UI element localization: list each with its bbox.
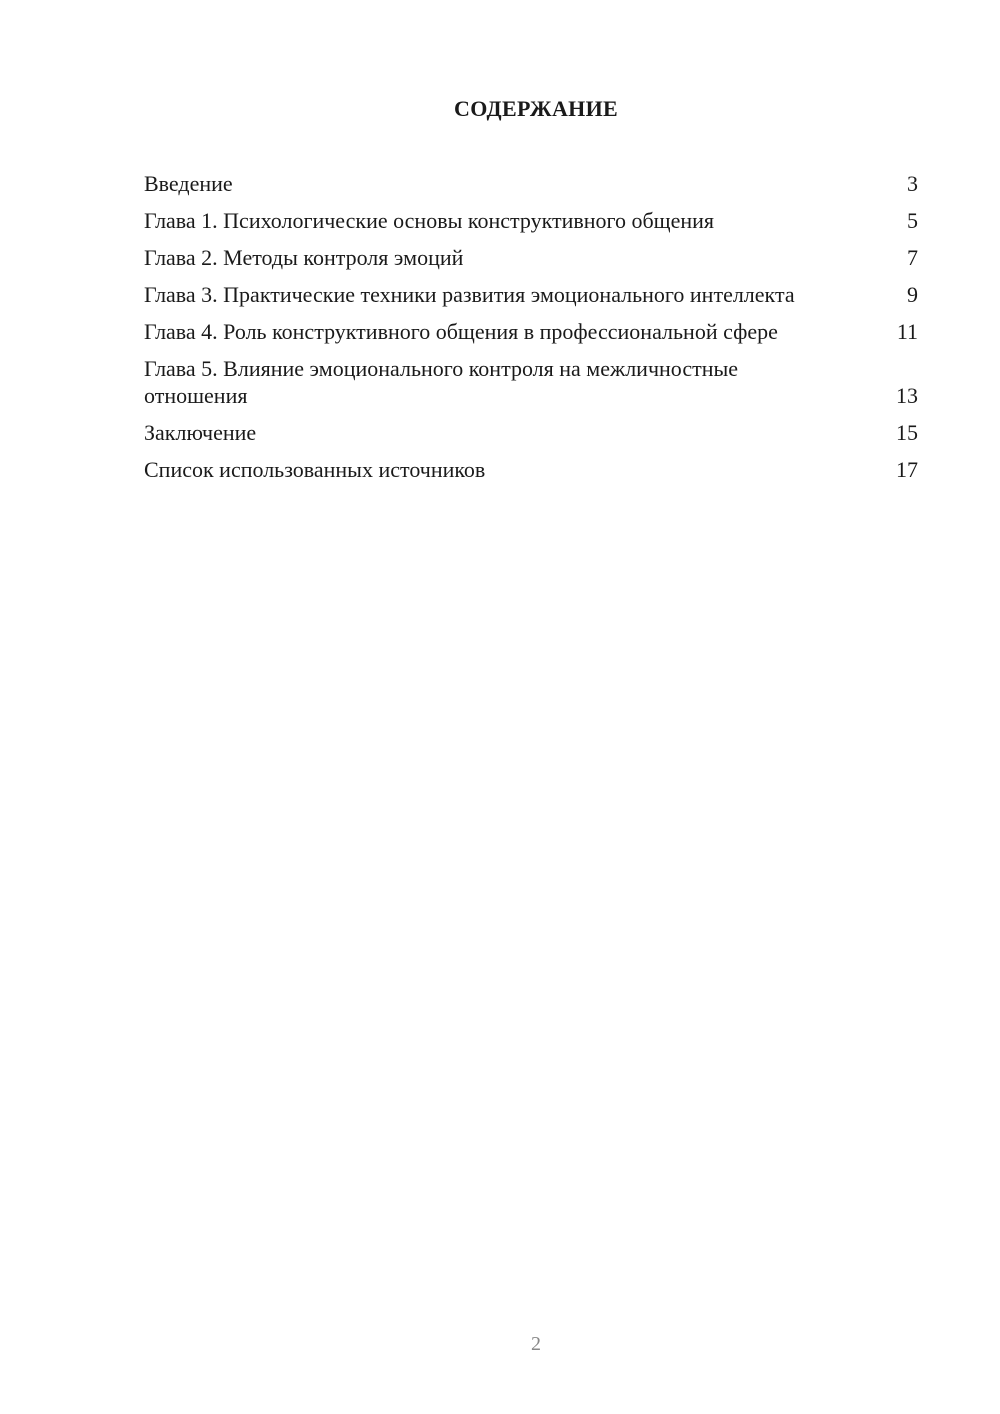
toc-entry-page: 15 (896, 420, 918, 445)
toc-entry-conclusion (144, 419, 918, 446)
toc-entry-page: 7 (907, 245, 918, 270)
toc-entry-text: Глава 1. Психологические основы конструктивного общения (144, 208, 715, 233)
page-title: СОДЕРЖАНИЕ (454, 96, 618, 121)
toc-entry-page: 5 (907, 208, 918, 233)
toc-entry-text: Список использованных источников (144, 457, 486, 482)
toc-entry-page: 9 (907, 282, 918, 307)
toc-entry-page: 17 (896, 457, 918, 482)
toc-entry-text: Введение (144, 171, 233, 196)
table-of-contents (144, 170, 918, 493)
toc-entry-introduction (144, 170, 918, 197)
toc-entry-references (144, 456, 918, 483)
toc-entry-chapter-2 (144, 244, 918, 271)
toc-entry-text: Глава 2. Методы контроля эмоций (144, 245, 464, 270)
toc-entry-page: 11 (896, 319, 918, 344)
page-number: 2 (531, 1333, 541, 1355)
toc-entry-chapter-3 (144, 281, 918, 308)
toc-entry-page: 13 (896, 383, 918, 408)
toc-entry-text: Глава 4. Роль конструктивного общения в профессиональной сфере (144, 319, 778, 344)
toc-entry-text: Заключение (144, 420, 257, 445)
toc-entry-chapter-1 (144, 207, 918, 234)
toc-entry-text: Глава 5. Влияние эмоционального контроля на межличностные отношения (144, 356, 739, 408)
toc-entry-chapter-5 (144, 355, 918, 409)
toc-entry-page: 3 (907, 171, 918, 196)
toc-entry-chapter-4 (144, 318, 918, 345)
toc-entry-text: Глава 3. Практические техники развития эмоционального интеллекта (144, 282, 795, 307)
